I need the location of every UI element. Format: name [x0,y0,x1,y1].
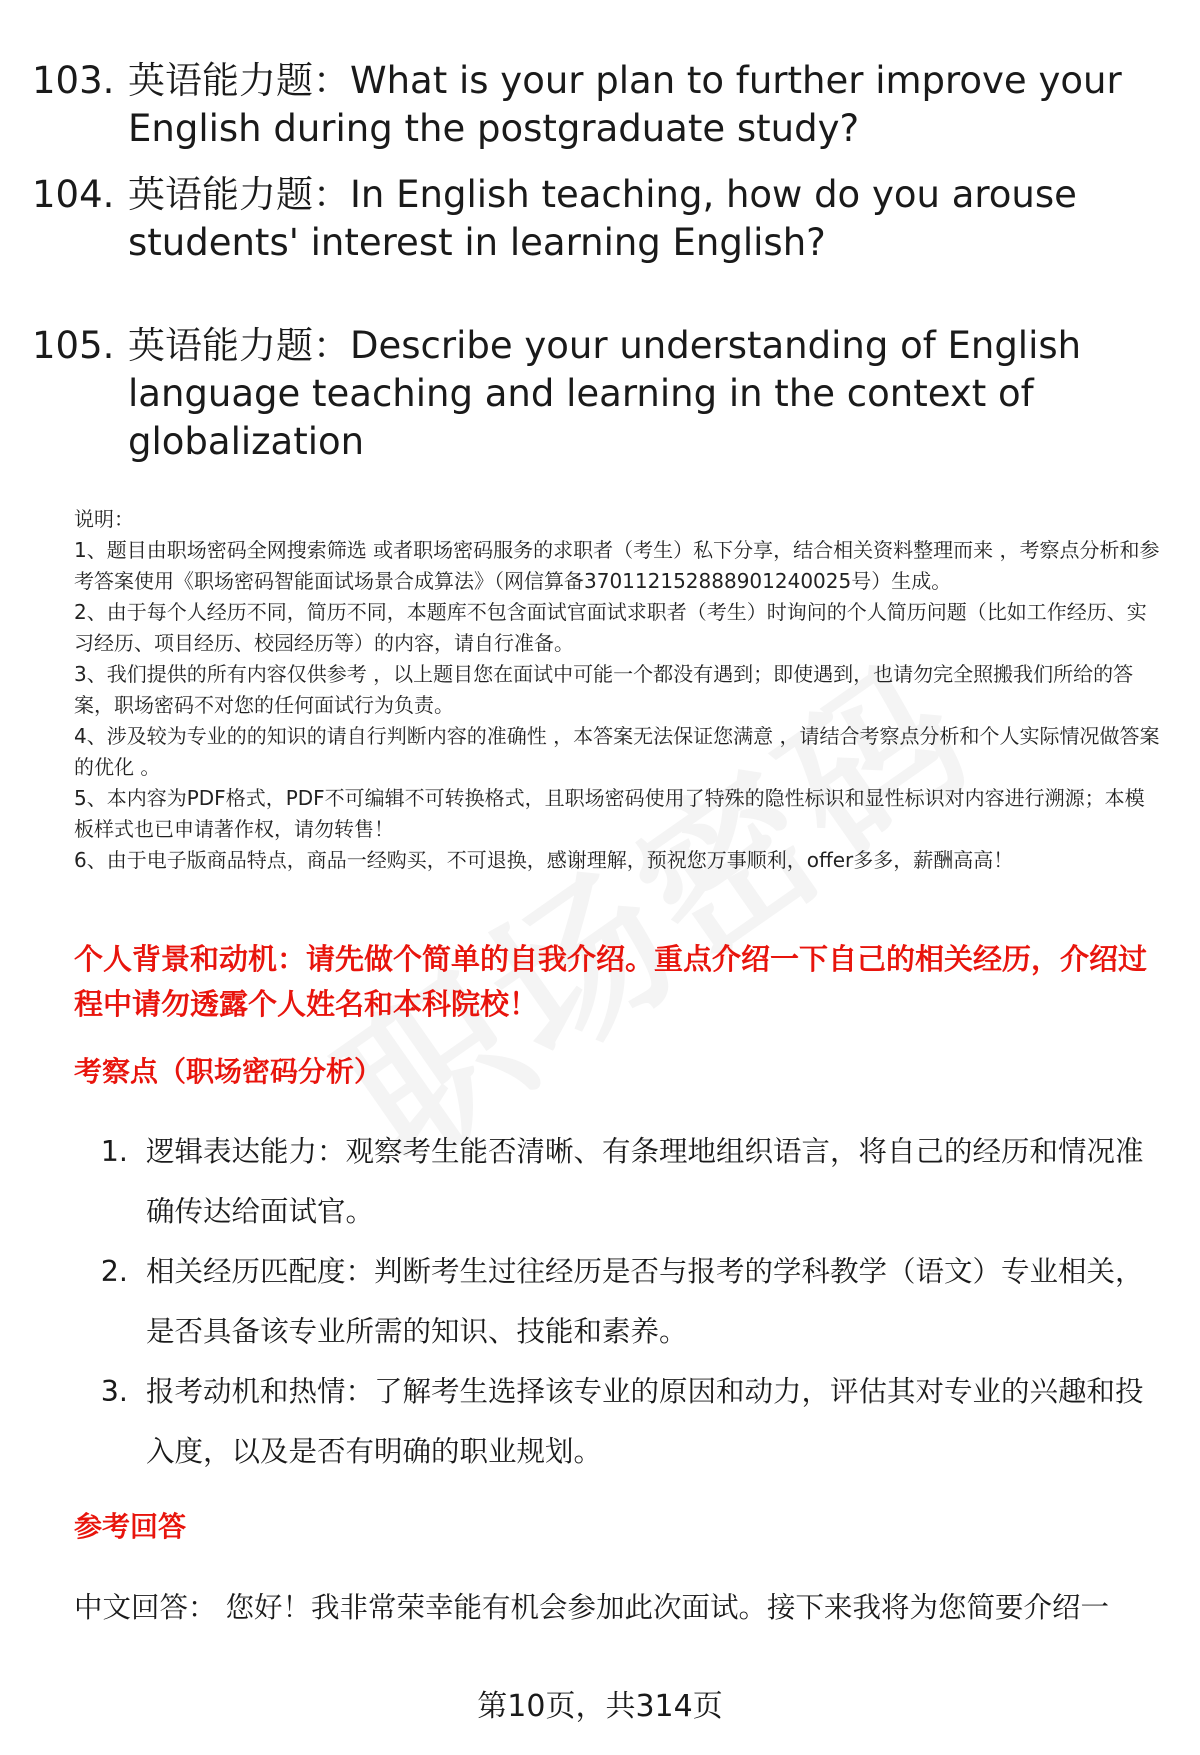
note-item: 1、题目由职场密码全网搜索筛选 或者职场密码服务的求职者（考生）私下分享，结合相关资料整理而来 ，考察点分析和参考答案使用《职场密码智能面试场景合成算法》（网信算备370112152888901240025号）生成。 [74,538,1160,593]
list-text: 逻辑表达能力：观察考生能否清晰、有条理地组织语言，将自己的经历和情况准确传达给面试官。 [146,1135,1144,1228]
note-item: 5、本内容为PDF格式，PDF不可编辑不可转换格式，且职场密码使用了特殊的隐性标识和显性标识对内容进行溯源；本模板样式也已申请著作权，请勿转售！ [74,786,1145,841]
list-number: 1. [100,1135,128,1168]
list-item [74,1362,1164,1482]
list-text: 相关经历匹配度：判断考生过往经历是否与报考的学科教学（语文）专业相关，是否具备该专业所需的知识、技能和素养。 [146,1255,1144,1348]
notes-heading: 说明： [74,507,134,531]
note-item: 4、涉及较为专业的的知识的请自行判断内容的准确性 ，本答案无法保证您满意 ，请结合考察点分析和个人实际情况做答案的优化 。 [74,724,1160,779]
question-103 [32,57,1162,153]
list-item [74,1122,1164,1242]
question-text: 英语能力题：What is your plan to further improve your English during the postgraduate study? [128,59,1122,150]
list-item [74,1242,1164,1362]
note-item: 6、由于电子版商品特点，商品一经购买，不可退换，感谢理解，预祝您万事顺利，offer多多，薪酬高高！ [74,848,1014,872]
answer-heading: 参考回答 [74,1510,187,1543]
notes-section [74,504,1164,876]
question-number: 105. [32,324,115,367]
note-item: 3、我们提供的所有内容仅供参考 ，以上题目您在面试中可能一个都没有遇到；即使遇到，也请勿完全照搬我们所给的答案，职场密码不对您的任何面试行为负责。 [74,662,1134,717]
list-text: 报考动机和热情：了解考生选择该专业的原因和动力，评估其对专业的兴趣和投入度，以及是否有明确的职业规划。 [146,1375,1144,1468]
question-number: 104. [32,173,115,216]
list-number: 3. [100,1375,128,1408]
question-104 [32,171,1162,267]
list-number: 2. [100,1255,128,1288]
analysis-heading: 考察点（职场密码分析） [74,1055,383,1088]
page-footer: 第10页，共314页 [477,1689,723,1724]
chinese-answer: 中文回答： 您好！我非常荣幸能有机会参加此次面试。接下来我将为您简要介绍一 [74,1591,1110,1624]
question-105 [32,322,1162,466]
question-text: 英语能力题：In English teaching, how do you arouse students' interest in learning English? [128,173,1077,264]
question-text: 英语能力题：Describe your understanding of English language teaching and learning in the context of globalization [128,324,1082,463]
analysis-list [74,1122,1164,1482]
question-number: 103. [32,59,115,102]
background-question: 个人背景和动机：请先做个简单的自我介绍。重点介绍一下自己的相关经历，介绍过程中请勿透露个人姓名和本科院校！ [74,942,1148,1021]
note-item: 2、由于每个人经历不同，简历不同，本题库不包含面试官面试求职者（考生）时询问的个人简历问题（比如工作经历、实习经历、项目经历、校园经历等）的内容，请自行准备。 [74,600,1147,655]
